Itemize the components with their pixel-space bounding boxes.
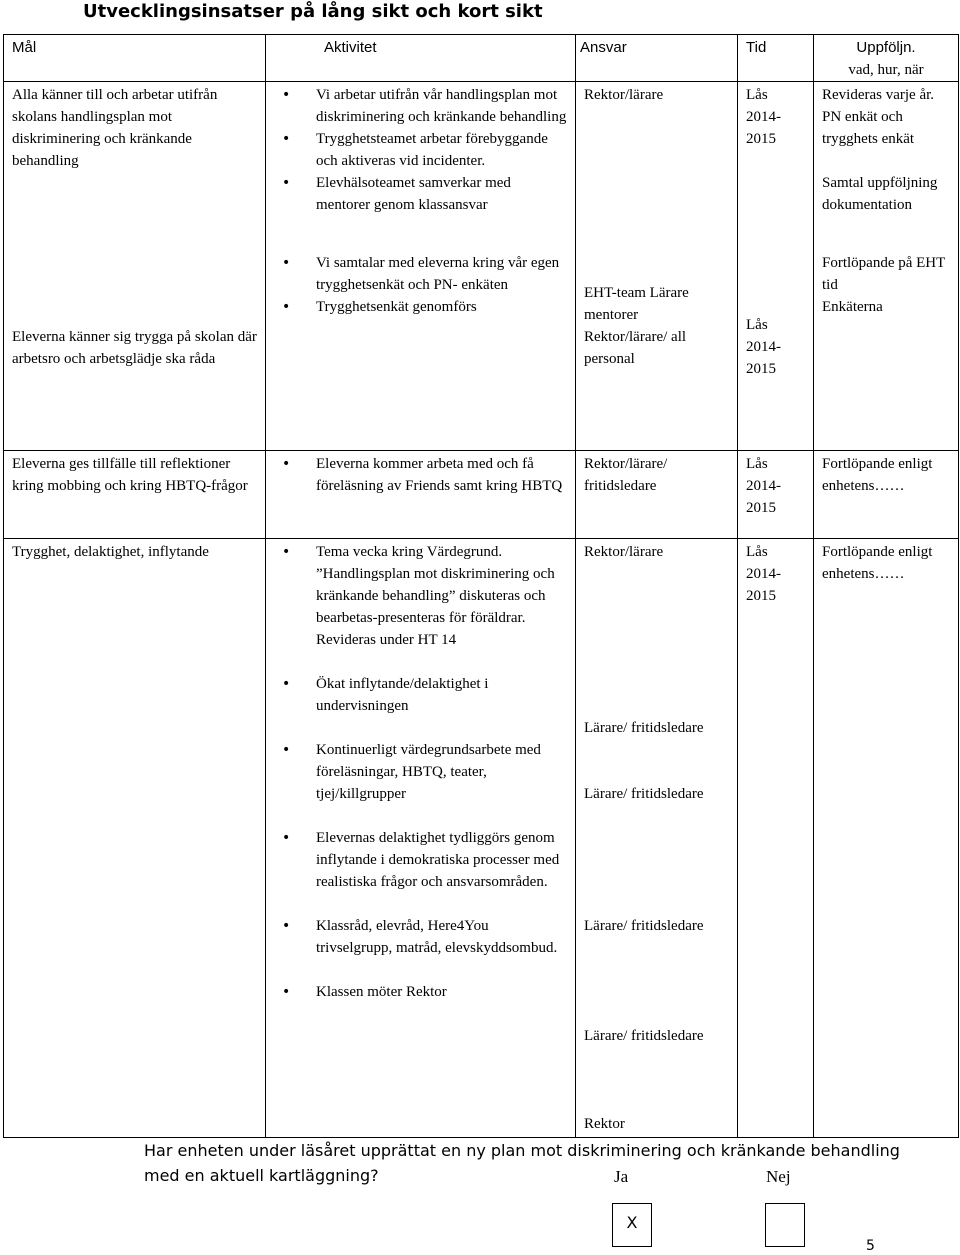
- page-number: 5: [866, 1238, 875, 1254]
- header-uppfoljning-label: Uppföljn.: [856, 39, 916, 56]
- header-tid: Tid: [738, 35, 814, 82]
- answer-no-checkbox[interactable]: [765, 1203, 805, 1247]
- header-uppfoljning-sub: vad, hur, när: [848, 62, 924, 78]
- list-item: • Trygghetsenkät genomförs: [316, 296, 567, 318]
- responsible-text: Rektor/lärare: [584, 544, 664, 560]
- time-text: Lås 2014- 2015: [746, 544, 781, 604]
- answer-yes-label: Ja: [614, 1167, 629, 1186]
- followup-cell: [814, 451, 959, 539]
- activity-cell: [266, 451, 576, 539]
- answer-no-label: Nej: [766, 1167, 791, 1186]
- list-item: • Ökat inflytande/delaktighet i undervisningen: [316, 673, 567, 717]
- followup-text: Enkäterna: [822, 299, 883, 315]
- followup-text: Fortlöpande enligt enhetens……: [822, 544, 933, 582]
- responsible-text: Lärare/ fritidsledare: [584, 1028, 704, 1044]
- responsible-text: Rektor: [584, 1116, 625, 1132]
- list-item: • Klassen möter Rektor: [316, 981, 567, 1003]
- table-row: [4, 82, 959, 451]
- goal-cell: [4, 451, 266, 539]
- followup-text: Revideras varje år. PN enkät och trygghets enkät: [822, 87, 935, 147]
- followup-text: Fortlöpande på EHT tid: [822, 255, 946, 293]
- responsible-cell: [576, 451, 738, 539]
- time-cell: [738, 451, 814, 539]
- goal-text: Trygghet, delaktighet, inflytande: [12, 544, 209, 560]
- responsible-text: Lärare/ fritidsledare: [584, 786, 704, 802]
- responsible-cell: [576, 539, 738, 1138]
- time-cell: [738, 82, 814, 451]
- activity-cell: [266, 539, 576, 1138]
- goal-cell: [4, 82, 266, 451]
- plan-question: Har enheten under läsåret upprättat en ny plan mot diskriminering och kränkande behandling med en aktuell kartläggning?: [144, 1141, 900, 1185]
- list-item: • Trygghetsteamet arbetar förebyggande och aktiveras vid incidenter.: [316, 128, 567, 172]
- header-ansvar: Ansvar: [576, 35, 738, 82]
- responsible-text: Rektor/lärare/ fritidsledare: [584, 456, 668, 494]
- answer-yes-checkbox[interactable]: [612, 1203, 652, 1247]
- list-item: • Klassråd, elevråd, Here4You trivselgrupp, matråd, elevskyddsombud.: [316, 915, 567, 959]
- list-item: • Elevernas delaktighet tydliggörs genom inflytande i demokratiska processer med realistiska frågor och ansvarsområden.: [316, 827, 567, 893]
- table-header-row: [4, 35, 959, 82]
- list-item: • Tema vecka kring Värdegrund. ”Handlingsplan mot diskriminering och kränkande behandling” diskuteras och bearbetas-presenteras för föräldrar. Revideras under HT 14: [316, 541, 567, 651]
- page-title: Utvecklingsinsatser på lång sikt och kort sikt: [83, 1, 543, 22]
- list-item: • Vi samtalar med eleverna kring vår egen trygghetsenkät och PN- enkäten: [316, 252, 567, 296]
- time-cell: [738, 539, 814, 1138]
- followup-text: Fortlöpande enligt enhetens……: [822, 456, 933, 494]
- responsible-text: Lärare/ fritidsledare: [584, 918, 704, 934]
- header-uppfoljning: [814, 35, 959, 82]
- list-item: • Eleverna kommer arbeta med och få föreläsning av Friends samt kring HBTQ: [316, 453, 567, 497]
- goal-text: Eleverna känner sig trygga på skolan där arbetsro och arbetsglädje ska råda: [12, 329, 257, 367]
- header-mal: Mål: [4, 35, 266, 82]
- list-item: • Vi arbetar utifrån vår handlingsplan mot diskriminering och kränkande behandling: [316, 84, 567, 128]
- time-text: Lås 2014- 2015: [746, 456, 781, 516]
- followup-text: Samtal uppföljning dokumentation: [822, 175, 938, 213]
- table-row: [4, 451, 959, 539]
- followup-cell: [814, 82, 959, 451]
- list-item: • Elevhälsoteamet samverkar med mentorer genom klassansvar: [316, 172, 567, 216]
- goal-text: Eleverna ges tillfälle till reflektioner kring mobbing och kring HBTQ-frågor: [12, 456, 248, 494]
- activity-cell: [266, 82, 576, 451]
- goal-cell: [4, 539, 266, 1138]
- responsible-text: Lärare/ fritidsledare: [584, 720, 704, 736]
- time-text: Lås 2014- 2015: [746, 317, 781, 377]
- responsible-text: Rektor/lärare/ all personal: [584, 329, 687, 367]
- table-row: [4, 539, 959, 1138]
- yes-check-mark: X: [626, 1213, 638, 1232]
- header-aktivitet: Aktivitet: [266, 35, 576, 82]
- responsible-text: Rektor/lärare: [584, 87, 664, 103]
- time-text: Lås 2014- 2015: [746, 87, 781, 147]
- plan-table: [3, 34, 959, 1138]
- followup-cell: [814, 539, 959, 1138]
- responsible-cell: [576, 82, 738, 451]
- goal-text: Alla känner till och arbetar utifrån skolans handlingsplan mot diskriminering och kränkande behandling: [12, 87, 218, 169]
- responsible-text: EHT-team Lärare mentorer: [584, 285, 689, 323]
- list-item: • Kontinuerligt värdegrundsarbete med föreläsningar, HBTQ, teater, tjej/killgrupper: [316, 739, 567, 805]
